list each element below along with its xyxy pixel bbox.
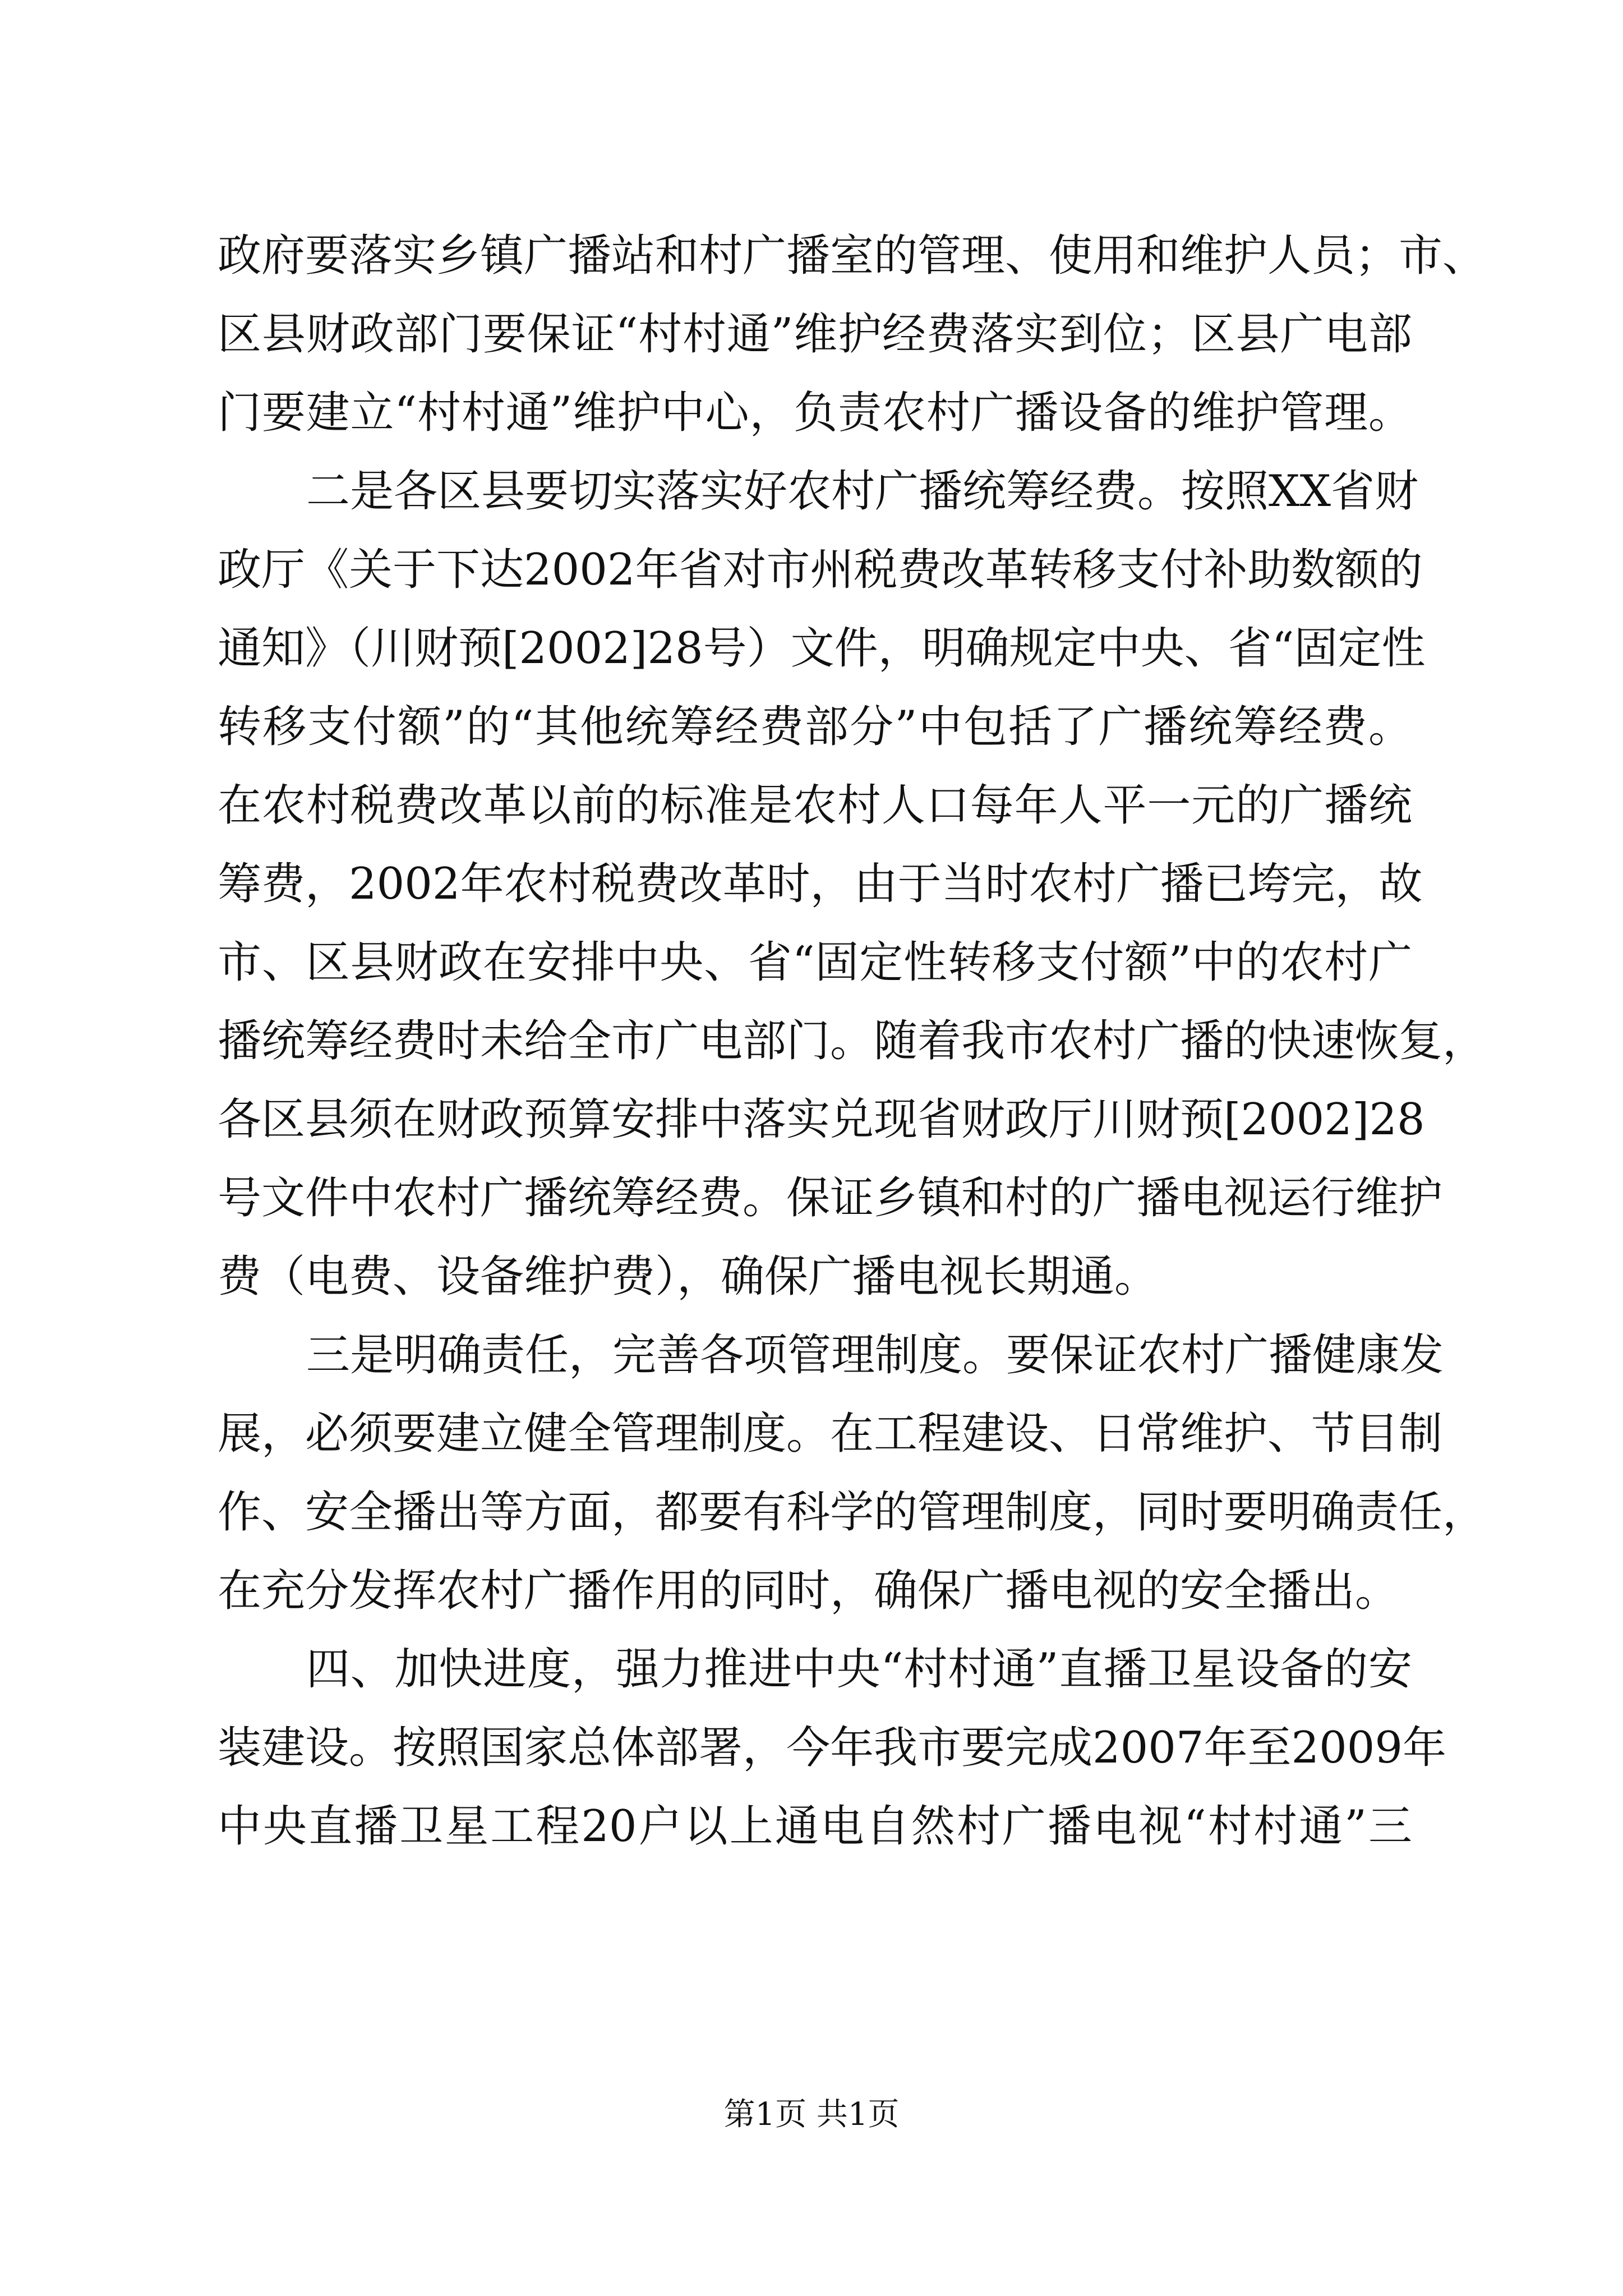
text-line: 政府要落实乡镇广播站和村广播室的管理、使用和维护人员；市、 (218, 231, 1487, 281)
text-line: 市、区县财政在安排中央、省“固定性转移支付额”中的农村广 (218, 937, 1412, 988)
page-footer: 第1页 共1页 (723, 2096, 900, 2133)
text-line: 播统筹经费时未给全市广电部门。随着我市农村广播的快速恢复， (218, 1016, 1487, 1066)
text-line: 转移支付额”的“其他统筹经费部分”中包括了广播统筹经费。 (218, 702, 1412, 752)
paragraph-2-first-line: 二是各区县要切实落实好农村广播统筹经费。按照XX省财 (306, 466, 1419, 517)
text-line: 筹费，2002年农村税费改革时，由于当时农村广播已垮完，故 (218, 859, 1423, 909)
text-line: 展，必须要建立健全管理制度。在工程建设、日常维护、节目制 (218, 1409, 1443, 1459)
text-line: 在充分发挥农村广播作用的同时，确保广播电视的安全播出。 (218, 1566, 1399, 1616)
text-line: 作、安全播出等方面，都要有科学的管理制度，同时要明确责任， (218, 1487, 1487, 1538)
text-line: 通知》（川财预[2002]28号）文件，明确规定中央、省“固定性 (218, 623, 1426, 674)
text-line: 区县财政部门要保证“村村通”维护经费落实到位；区县广电部 (218, 309, 1412, 360)
text-line: 装建设。按照国家总体部署，今年我市要完成2007年至2009年 (218, 1723, 1447, 1773)
text-line: 各区县须在财政预算安排中落实兑现省财政厅川财预[2002]28 (218, 1094, 1425, 1145)
body-text (218, 217, 1487, 1866)
paragraph-3-first-line: 三是明确责任，完善各项管理制度。要保证农村广播健康发 (306, 1330, 1444, 1381)
paragraph-4-first-line: 四、加快进度，强力推进中央“村村通”直播卫星设备的安 (306, 1644, 1412, 1695)
text-line: 政厅《关于下达2002年省对市州税费改革转移支付补助数额的 (218, 545, 1423, 595)
text-line: 中央直播卫星工程20户以上通电自然村广播电视“村村通”三 (218, 1801, 1412, 1852)
text-line: 号文件中农村广播统筹经费。保证乡镇和村的广播电视运行维护 (218, 1173, 1443, 1223)
text-line: 费（电费、设备维护费），确保广播电视长期通。 (218, 1251, 1159, 1302)
text-line: 在农村税费改革以前的标准是农村人口每年人平一元的广播统 (218, 780, 1412, 831)
text-line: 门要建立“村村通”维护中心，负责农村广播设备的维护管理。 (218, 388, 1412, 438)
